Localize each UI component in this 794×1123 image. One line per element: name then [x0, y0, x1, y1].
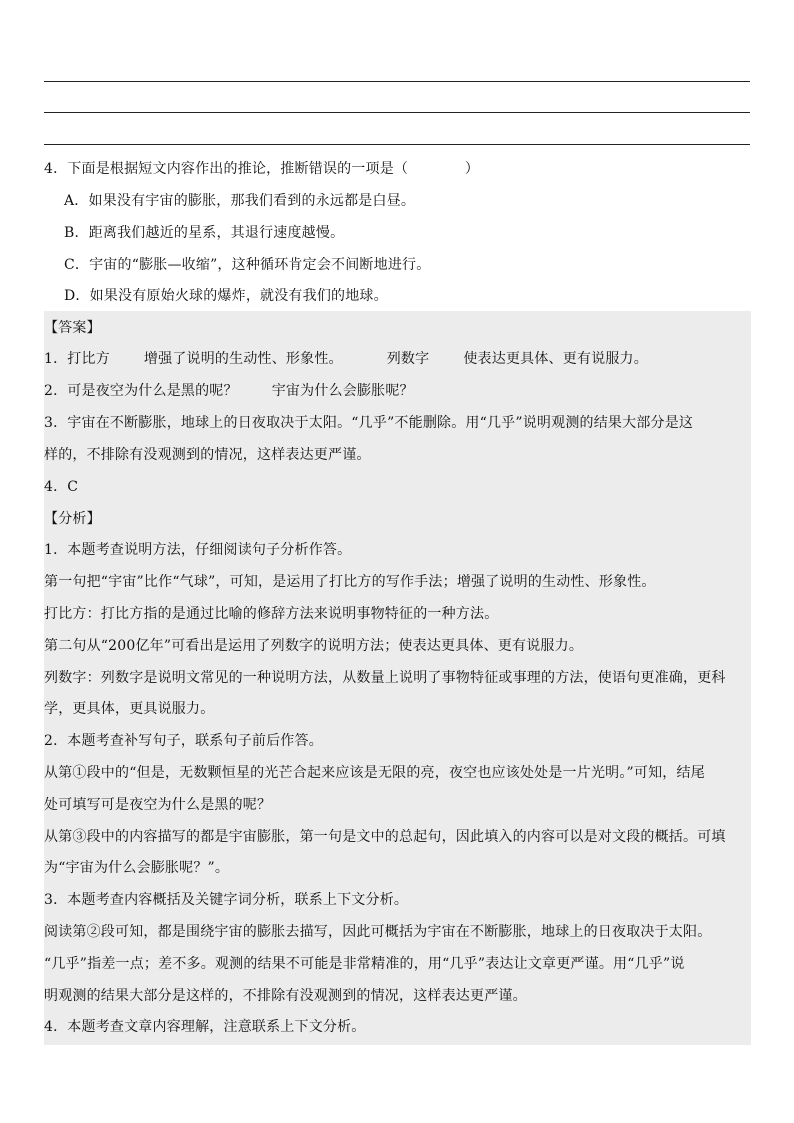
answer-1-effect-1: 增强了说明的生动性、形象性。: [143, 351, 343, 367]
analysis-line: 从第③段中的内容描写的都是宇宙膨胀，第一句是文中的总起句，因此填入的内容可以是对文段的概括。可填: [44, 829, 726, 845]
analysis-heading: 【分析】: [44, 511, 101, 527]
answer-1-method-2: 列数字: [386, 351, 430, 367]
answer-1-method-1: 1．打比方: [44, 351, 110, 367]
answer-line-3: [44, 144, 750, 145]
analysis-line: “几乎”指差一点；差不多。观测的结果不可能是非常精准的，用“几乎”表达让文章更严谨。用“几乎”说: [44, 956, 685, 972]
question-stem: 4．下面是根据短文内容作出的推论，推断错误的一项是（ ）: [44, 161, 480, 177]
answer-line-2: [44, 112, 750, 113]
analysis-line: 阅读第②段可知，都是围绕宇宙的膨胀去描写，因此可概括为宇宙在不断膨胀，地球上的日夜取决于太阳。: [44, 924, 712, 940]
analysis-line: 2．本题考查补写句子，联系句子前后作答。: [44, 733, 323, 749]
analysis-line: 3．本题考查内容概括及关键字词分析，联系上下文分析。: [44, 892, 409, 908]
answer-4: 4．C: [44, 479, 79, 495]
option-b: B．距离我们越近的星系，其退行速度越慢。: [64, 225, 345, 241]
answer-1: [44, 349, 648, 369]
analysis-line: 学，更具体，更具说服力。: [44, 701, 215, 717]
analysis-line: 打比方：打比方指的是通过比喻的修辞方法来说明事物特征的一种方法。: [44, 606, 499, 622]
option-a: A．如果没有宇宙的膨胀，那我们看到的永远都是白昼。: [64, 193, 416, 209]
option-d: D．如果没有原始火球的爆炸，就没有我们的地球。: [64, 288, 388, 304]
analysis-line: 从第①段中的“但是，无数颗恒星的光芒合起来应该是无限的亮，夜空也应该处处是一片光明。”可知，结尾: [44, 765, 705, 781]
answer-heading: 【答案】: [44, 320, 101, 336]
analysis-line: 列数字：列数字是说明文常见的一种说明方法，从数量上说明了事物特征或事理的方法，使语句更准确，更科: [44, 670, 726, 686]
answer-3-line-1: 3．宇宙在不断膨胀，地球上的日夜取决于太阳。“几乎”不能删除。用“几乎”说明观测的结果大部分是这: [44, 415, 694, 431]
answer-1-effect-2: 使表达更具体、更有说服力。: [463, 351, 648, 367]
analysis-line: 处可填写可是夜空为什么是黑的呢？: [44, 797, 272, 813]
analysis-line: 4．本题考查文章内容理解，注意联系上下文分析。: [44, 1019, 366, 1035]
answer-line-1: [44, 81, 750, 82]
analysis-line: 第一句把“宇宙”比作“气球”，可知，是运用了打比方的写作手法；增强了说明的生动性、形象性。: [44, 574, 656, 590]
option-c: C．宇宙的“膨胀—收缩”，这种循环肯定会不间断地进行。: [64, 257, 431, 273]
answer-2-blank-2: 宇宙为什么会膨胀呢？: [271, 383, 414, 399]
answer-3-line-2: 样的，不排除有没观测到的情况，这样表达更严谨。: [44, 447, 371, 463]
analysis-line: 1．本题考查说明方法，仔细阅读句子分析作答。: [44, 542, 352, 558]
analysis-line: 明观测的结果大部分是这样的，不排除有没观测到的情况，这样表达更严谨。: [44, 988, 527, 1004]
analysis-line: 第二句从“200亿年”可看出是运用了列数字的说明方法；使表达更具体、更有说服力。: [44, 638, 584, 654]
analysis-line: 为“宇宙为什么会膨胀呢？”。: [44, 860, 230, 876]
answer-2: [44, 381, 414, 401]
answer-2-blank-1: 2．可是夜空为什么是黑的呢？: [44, 383, 238, 399]
